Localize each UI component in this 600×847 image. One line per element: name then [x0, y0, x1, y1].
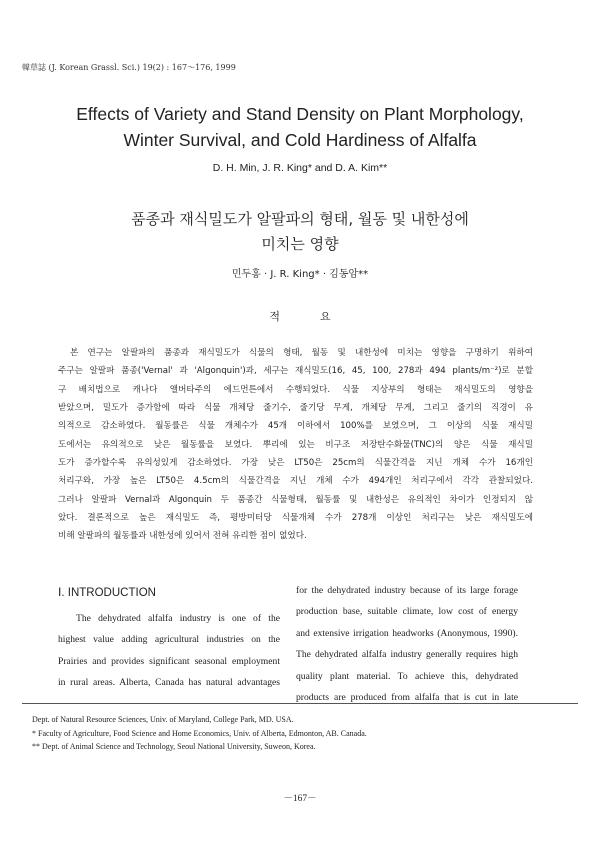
abstract-line: 도가 증가할수록 유의성있게 감소하였다. 가장 낮은 LT50은 25cm의 식물간격을 지닌 개체 수가 16개인 [58, 458, 533, 469]
body-line: products are produced from alfalfa that is cut in late [296, 691, 518, 703]
footnote-affiliation-1: Dept. of Natural Resource Sciences, Univ. of Maryland, College Park, MD. USA. [32, 715, 294, 724]
abstract-line: 도에서는 유의적으로 낮은 월동률을 보였다. 뿌리에 있는 비구조 저장탄수화물(TNC)의 양은 식물 재식밀 [58, 439, 533, 450]
abstract-heading-char-2: 요 [320, 310, 331, 323]
abstract-line: 주구는 알팔파 품종('Vernal' 과 'Algonquin')과, 세구는 재식밀도(16, 45, 100, 278과 494 plants/m⁻²)로 분할 [58, 366, 533, 377]
abstract-line: 그러나 알팔파 Vernal과 Algonquin 두 품종간 식물형태, 월동률 및 내한성은 유의적인 차이가 인정되지 않 [58, 494, 533, 505]
korean-title-line-1: 품종과 재식밀도가 알팔파의 형태, 월동 및 내한성에 [131, 210, 469, 228]
body-line: The dehydrated alfalfa industry generally requires high [296, 649, 518, 661]
korean-title-line-2: 미치는 영향 [261, 235, 339, 253]
body-line: quality plant material. To achieve this, dehydrated [296, 670, 518, 682]
body-line: highest value adding agricultural industries on the [58, 634, 280, 646]
abstract-line: 받았으며, 밀도가 증가함에 따라 식물 개체당 줄기수, 줄기당 무게, 개체당 무게, 그리고 줄기의 직경이 유 [58, 403, 533, 414]
author-list: D. H. Min, J. R. King* and D. A. Kim** [212, 162, 388, 174]
body-line: production base, suitable climate, low cost of energy [296, 606, 518, 618]
korean-abstract [58, 344, 533, 546]
body-line: for the dehydrated industry because of its large forage [296, 585, 518, 596]
footnotes [32, 713, 367, 754]
abstract-line: 처리구와, 가장 높은 LT50은 4.5cm의 식물간격을 지닌 개체 수가 494개인 처리구에서 각각 관찰되었다. [58, 476, 533, 487]
abstract-heading [0, 308, 600, 324]
body-line: The dehydrated alfalfa industry is one of the [76, 613, 280, 624]
abstract-line: 본 연구는 알팔파의 품종과 재식밀도가 식물의 형태, 월동 및 내한성에 미치는 영향을 구명하기 위하여 [70, 348, 533, 358]
body-line: Prairies and provides significant seasonal employment [58, 655, 280, 667]
abstract-line: 의적으로 감소하였다. 월동률은 식물 개체수가 45개 이하에서 100%를 보였으며, 그 이상의 식물 재식밀 [58, 421, 533, 432]
abstract-line: 구 배치법으로 캐나다 앨버타주의 에드먼튼에서 수행되었다. 식물 지상부의 형태는 재식밀도의 영향을 [58, 384, 533, 395]
paper-title-line-2: Winter Survival, and Cold Hardiness of Alfalfa [123, 130, 477, 150]
introduction-right-column [296, 580, 518, 708]
footnote-affiliation-2: * Faculty of Agriculture, Food Science and Home Economics, Univ. of Alberta, Edmonton, AB. Canada. [32, 728, 367, 738]
abstract-line: 비해 알팔파의 월동률과 내한성에 있어서 전혀 유리한 점이 없었다. [58, 531, 307, 542]
introduction-left-column [58, 608, 280, 694]
abstract-heading-char-1: 적 [269, 310, 280, 323]
footnote-affiliation-3: ** Dept. of Animal Science and Technology, Seoul National University, Suweon, Korea. [32, 742, 316, 751]
paper-title-line-1: Effects of Variety and Stand Density on Plant Morphology, [76, 104, 524, 124]
abstract-line: 았다. 결론적으로 높은 재식밀도 즉, 평방미터당 식물개체 수가 278개 이상인 처리구는 낮은 재식밀도에 [58, 513, 533, 524]
introduction-heading: Ⅰ. INTRODUCTION [58, 587, 156, 599]
page-number: －167－ [283, 794, 317, 804]
korean-author-list: 민두홍 · J. R. King* · 김동암** [231, 269, 369, 280]
journal-reference: 韓草誌 (J. Korean Grassl. Sci.) 19(2) : 167～176, 1999 [22, 63, 236, 72]
footnote-divider [22, 703, 578, 704]
body-line: and extensive irrigation headworks (Anonymous, 1990). [296, 627, 518, 639]
body-line: in rural areas. Alberta, Canada has natural advantages [58, 677, 280, 689]
